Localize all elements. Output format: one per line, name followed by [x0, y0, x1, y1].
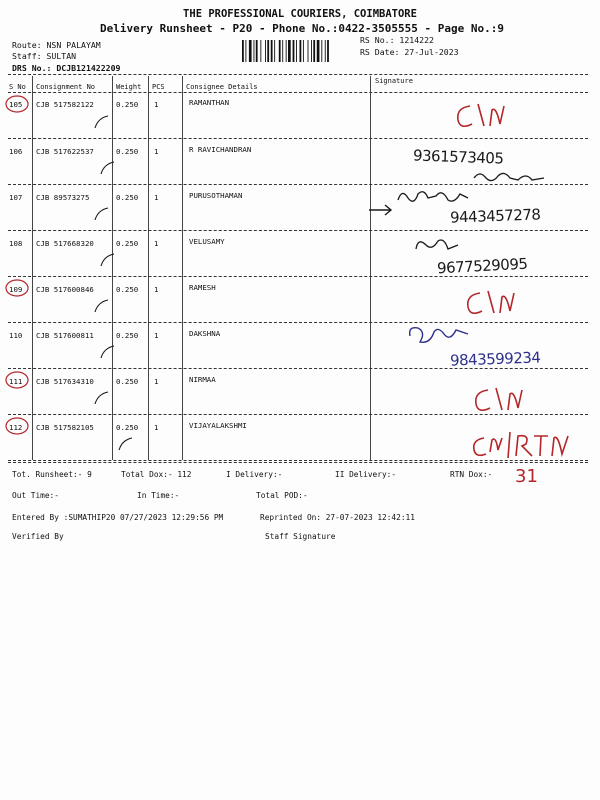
row-pcs: 1 [154, 147, 159, 156]
row-consignee-name: PURUSOTHAMAN [189, 191, 243, 200]
row-consignee-name: VIJAYALAKSHMI [189, 421, 247, 430]
handwritten-phone: 9677529095 [436, 254, 528, 278]
row-consignee-name: NIRMAA [189, 375, 216, 384]
totals-divider [8, 462, 588, 463]
header-divider [8, 74, 588, 75]
tick-mark [92, 390, 112, 408]
tick-mark [98, 252, 118, 270]
row-sno: 108 [9, 239, 23, 248]
row-weight: 0.250 [116, 377, 139, 386]
col-weight: Weight [116, 83, 142, 91]
tick-mark [98, 160, 118, 178]
handwritten-signature-tamil [394, 186, 474, 208]
tick-mark [92, 206, 112, 224]
row-pcs: 1 [154, 239, 159, 248]
row-weight: 0.250 [116, 285, 139, 294]
row-consignment-number: CJB 517582105 [36, 423, 94, 432]
row-sno: 106 [9, 147, 23, 156]
tick-mark [116, 436, 136, 454]
row-divider [8, 322, 588, 323]
arrow-icon [367, 202, 397, 218]
row-sno: 110 [9, 331, 23, 340]
row-weight: 0.250 [116, 147, 139, 156]
row-divider [8, 230, 588, 231]
row-pcs: 1 [154, 285, 159, 294]
row-sno: 109 [9, 285, 23, 294]
rs-date: RS Date: 27-Jul-2023 [360, 47, 459, 57]
red-circle-mark [4, 370, 30, 390]
row-consignee-name: R RAVICHANDRAN [189, 145, 252, 154]
row-consignment-number: CJB 517600846 [36, 285, 94, 294]
rs-number: RS No.: 1214222 [360, 35, 434, 45]
row-sno: 112 [9, 423, 23, 432]
tick-mark [92, 298, 112, 316]
tick-mark [98, 344, 118, 362]
row-sno: 107 [9, 193, 23, 202]
row-weight: 0.250 [116, 100, 139, 109]
handwritten-signature-tamil [470, 168, 550, 186]
row-consignment-number: CJB 517622537 [36, 147, 94, 156]
reprinted-on: Reprinted On: 27-07-2023 12:42:11 [260, 513, 415, 522]
row-weight: 0.250 [116, 239, 139, 248]
row-weight: 0.250 [116, 193, 139, 202]
handwritten-rtn-count: 31 [515, 466, 538, 487]
col-line [370, 76, 371, 460]
row-consignee-name: DAKSHNA [189, 329, 221, 338]
in-time: In Time:- [137, 491, 180, 500]
out-time: Out Time:- [12, 491, 59, 500]
row-consignment-number: CJB 517600811 [36, 331, 94, 340]
col-pcs: PCS [152, 83, 165, 91]
handwritten-phone: 9361573405 [412, 146, 504, 168]
row-sno: 111 [9, 377, 23, 386]
tick-mark [92, 114, 112, 132]
row-pcs: 1 [154, 100, 159, 109]
row-consignment-number: CJB 517582122 [36, 100, 94, 109]
row-consignment-number: CJB 89573275 [36, 193, 90, 202]
row-pcs: 1 [154, 331, 159, 340]
row-divider [8, 276, 588, 277]
rtn-dox: RTN Dox:- [450, 470, 493, 479]
row-consignment-number: CJB 517668320 [36, 239, 94, 248]
verified-by: Verified By [12, 532, 64, 541]
i-delivery: I Delivery:- [226, 470, 283, 479]
row-sno: 105 [9, 100, 23, 109]
row-divider [8, 368, 588, 369]
handwritten-cn-rtn-mark [468, 428, 584, 462]
col-line [148, 76, 149, 460]
handwritten-phone: 9443457278 [449, 205, 541, 227]
col-consignee: Consignee Details [186, 83, 258, 91]
handwritten-signature-tamil [404, 322, 474, 348]
col-signature: Signature [375, 77, 413, 85]
ii-delivery: II Delivery:- [335, 470, 397, 479]
row-pcs: 1 [154, 193, 159, 202]
col-consignment: Consignment No [36, 83, 96, 91]
row-pcs: 1 [154, 377, 159, 386]
red-circle-mark [4, 94, 30, 114]
col-sno: S No [9, 83, 26, 91]
entered-by: Entered By :SUMATHIP20 07/27/2023 12:29:56 PM [12, 513, 224, 522]
drs-number: DRS No.: DCJB121422209 [12, 63, 121, 73]
runsheet-title: Delivery Runsheet - P20 - Phone No.:0422-3505555 - Page No.:9 [100, 22, 504, 35]
route-label: Route: NSN PALAYAM [12, 40, 101, 50]
row-consignment-number: CJB 517634310 [36, 377, 94, 386]
handwritten-cn-mark [470, 382, 540, 416]
row-weight: 0.250 [116, 423, 139, 432]
row-pcs: 1 [154, 423, 159, 432]
staff-label: Staff: SULTAN [12, 51, 77, 61]
row-consignee-name: RAMESH [189, 283, 216, 292]
row-weight: 0.250 [116, 331, 139, 340]
red-circle-mark [4, 416, 30, 436]
company-name: THE PROFESSIONAL COURIERS, COIMBATORE [183, 8, 417, 20]
staff-signature-label: Staff Signature [265, 532, 336, 541]
row-consignee-name: RAMANTHAN [189, 98, 230, 107]
barcode-image [242, 40, 355, 62]
col-line [182, 76, 183, 460]
red-circle-mark [4, 278, 30, 298]
row-divider [8, 138, 588, 139]
tot-runsheet: Tot. Runsheet:- 9 [12, 470, 92, 479]
handwritten-cn-mark [452, 98, 522, 132]
col-line [32, 76, 33, 460]
row-consignee-name: VELUSAMY [189, 237, 225, 246]
total-pod: Total POD:- [256, 491, 308, 500]
total-dox: Total Dox:- 112 [121, 470, 192, 479]
handwritten-phone: 9843599234 [449, 348, 541, 370]
column-header-divider [8, 92, 588, 93]
handwritten-cn-mark [462, 285, 532, 319]
handwritten-signature-tamil [412, 235, 462, 257]
